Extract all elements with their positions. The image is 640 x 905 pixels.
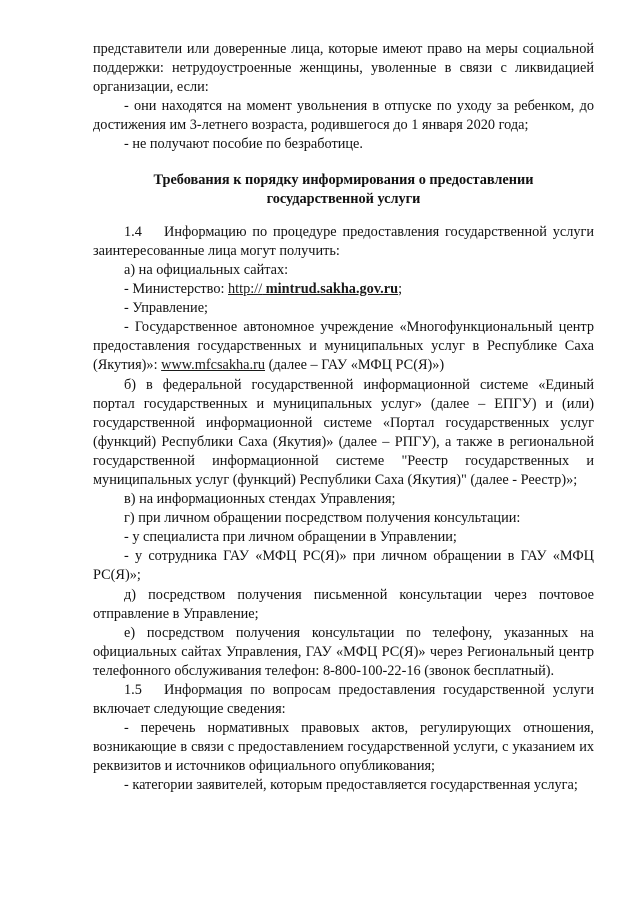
- section-heading: Требования к порядку информирования о предоставлении государственной услуги: [153, 171, 534, 207]
- item-g: г) при личном обращении посредством получения консультации:: [124, 510, 521, 527]
- section-1-4-number: 1.4: [124, 223, 142, 240]
- item-a: а) на официальных сайтах:: [124, 261, 289, 278]
- item-b: б) в федеральной государственной информационной системе «Единый портал государственных и муниципальных услуг» (далее – ЕПГУ) и (или) государственной информационной системе «Портал государственных услуг (функций) Республики Саха (Якутия)» (далее – РПГУ), а также в региональной государственной информационной системе "Реестр государственных и муниципальных услуг (функций) Республики Саха (Якутия)" (далее - Реестр)»;: [93, 376, 594, 488]
- section-1-5-number: 1.5: [124, 682, 142, 698]
- ministry-link[interactable]: mintrud.sakha.gov.ru: [262, 281, 399, 298]
- mfc-suffix: (далее – ГАУ «МФЦ РС(Я)»): [265, 357, 445, 374]
- section-1-5: [93, 681, 594, 719]
- item-1-5-2: - категории заявителей, которым предоставляется государственная услуга;: [124, 777, 578, 794]
- mfc-link[interactable]: www.mfcsakha.ru: [161, 357, 266, 374]
- section-1-4-text: Информацию по процедуре предоставления государственной услуги заинтересованные лица могут получить:: [93, 223, 594, 259]
- intro-paragraph: представители или доверенные лица, которые имеют право на меры социальной поддержки: нетрудоустроенные женщины, уволенные в связи с ликвидацией организации, если:: [93, 41, 594, 96]
- ministry-prefix: - Министерство:: [124, 281, 229, 298]
- item-v: в) на информационных стендах Управления;: [124, 491, 396, 508]
- mfc-prefix: - Государственное автономное учреждение «Многофункциональный центр предоставления государственных и муниципальных услуг в Республике Саха (Якутия)»:: [93, 319, 594, 374]
- intro-condition-1: - они находятся на момент увольнения в отпуске по уходу за ребенком, до достижения им 3-летнего возраста, родившегося до 1 января 2020 года;: [93, 98, 594, 134]
- item-1-5-1: - перечень нормативных правовых актов, регулирующих отношения, возникающие в связи с предоставлением государственной услуги, с указанием их реквизитов и источников официального опубликования;: [93, 720, 594, 775]
- item-mfc: [93, 318, 594, 375]
- item-ministry: [93, 280, 594, 299]
- section-1-5-text: Информация по вопросам предоставления государственной услуги включает следующие сведения:: [93, 682, 594, 718]
- item-e: е) посредством получения консультации по телефону, указанных на официальных сайтах Управления, ГАУ «МФЦ РС(Я)» через Региональный центр телефонного обслуживания телефон: 8-800-100-22-16 (звонок бесплатный).: [93, 624, 594, 679]
- ministry-suffix: ;: [398, 281, 403, 298]
- item-g2: - у сотрудника ГАУ «МФЦ РС(Я)» при личном обращении в ГАУ «МФЦ РС(Я)»;: [93, 548, 594, 584]
- ministry-link-protocol[interactable]: http://: [228, 281, 263, 298]
- item-g1: - у специалиста при личном обращении в Управлении;: [124, 529, 457, 546]
- item-d: д) посредством получения письменной консультации через почтовое отправление в Управление;: [93, 586, 594, 622]
- intro-condition-2: - не получают пособие по безработице.: [124, 136, 363, 153]
- document-page: [93, 40, 594, 796]
- item-department: - Управление;: [124, 300, 209, 317]
- section-1-4: [93, 223, 594, 261]
